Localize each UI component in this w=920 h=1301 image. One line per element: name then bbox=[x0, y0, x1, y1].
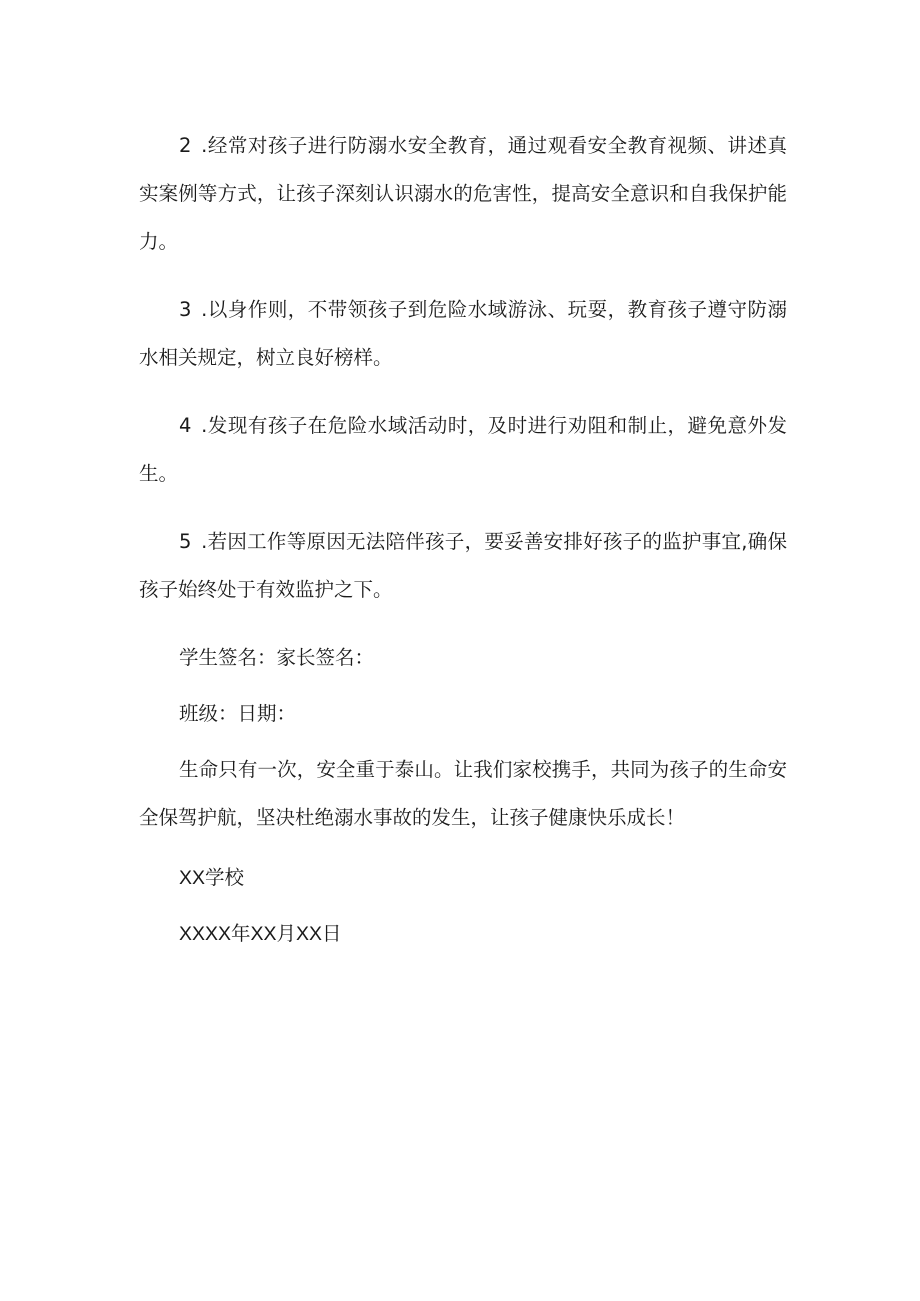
class-date-line: 班级：日期： bbox=[179, 702, 297, 725]
list-item-2 bbox=[139, 122, 787, 266]
signature-line: 学生签名：家长签名： bbox=[179, 646, 375, 669]
list-item-5 bbox=[139, 518, 787, 614]
item-number: 3 bbox=[179, 298, 192, 321]
item-text: .经常对孩子进行防溺水安全教育，通过观看安全教育视频、讲述真实案例等方式，让孩子深刻认识溺水的危害性，提高安全意识和自我保护能力。 bbox=[139, 134, 787, 253]
list-item-3 bbox=[139, 286, 787, 382]
school-name: XX学校 bbox=[179, 867, 245, 889]
item-number: 2 bbox=[179, 134, 192, 157]
item-text: .以身作则，不带领孩子到危险水域游泳、玩耍，教育孩子遵守防溺水相关规定，树立良好榜样。 bbox=[139, 298, 787, 369]
item-text: .若因工作等原因无法陪伴孩子，要妥善安排好孩子的监护事宜,确保孩子始终处于有效监护之下。 bbox=[139, 530, 787, 601]
document-body bbox=[139, 122, 787, 966]
item-text: .发现有孩子在危险水域活动时，及时进行劝阻和制止，避免意外发生。 bbox=[139, 414, 787, 485]
document-date: XXXX年XX月XX日 bbox=[179, 923, 342, 945]
item-number: 4 bbox=[179, 414, 192, 437]
list-item-4 bbox=[139, 402, 787, 498]
closing-paragraph: 生命只有一次，安全重于泰山。让我们家校携手，共同为孩子的生命安全保驾护航，坚决杜绝溺水事故的发生，让孩子健康快乐成长！ bbox=[139, 758, 787, 829]
item-number: 5 bbox=[179, 530, 192, 553]
